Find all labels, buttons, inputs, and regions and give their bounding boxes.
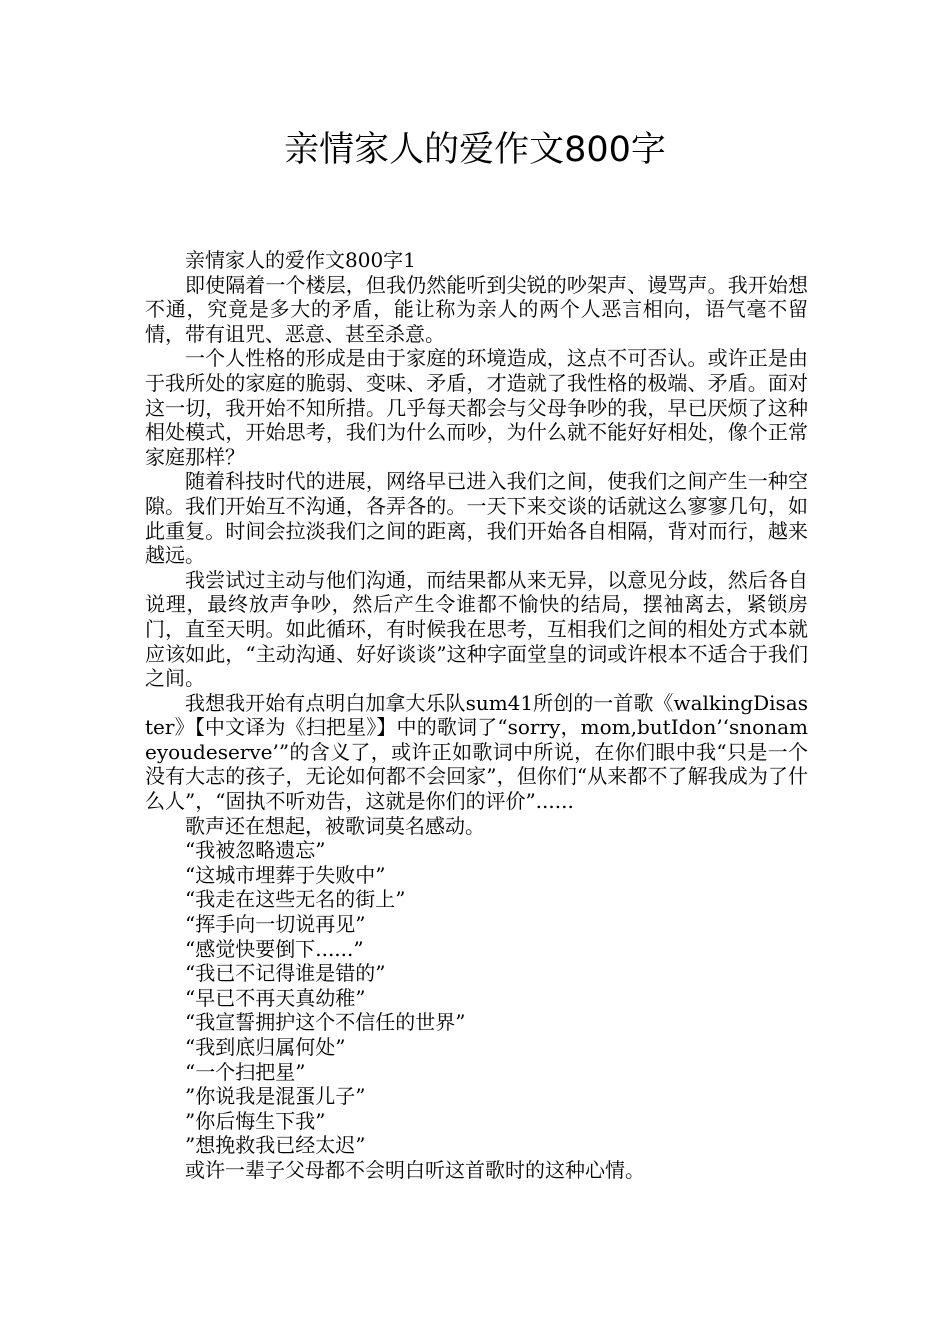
- lyric-line: ”你说我是混蛋儿子”: [185, 1084, 366, 1109]
- paragraph: 我尝试过主动与他们沟通，而结果都从来无异，以意见分歧，然后各自说理，最终放声争吵，然后产生令谁都不愉快的结局，摆袖离去，紧锁房门，直至天明。如此循环，有时候我在思考，互相我们之间的相处方式本就应该如此，“主动沟通、好好谈谈”这种字面堂皇的词或许根本不适合于我们之间。: [145, 567, 808, 691]
- lyric-line: “我宣誓拥护这个不信任的世界”: [185, 1010, 466, 1035]
- page-title: 亲情家人的爱作文800字: [284, 130, 666, 170]
- lyric-line: “挥手向一切说再见”: [185, 912, 366, 937]
- essay-body: [145, 248, 808, 1183]
- lyric-line: “这城市埋葬于失败中”: [185, 862, 386, 887]
- lyric-line: “我已不记得谁是错的”: [185, 961, 386, 986]
- paragraph: 即使隔着一个楼层，但我仍然能听到尖锐的吵架声、谩骂声。我开始想不通，究竟是多大的矛盾，能让称为亲人的两个人恶言相向，语气毫不留情，带有诅咒、恶意、甚至杀意。: [145, 272, 808, 346]
- section-heading: 亲情家人的爱作文800字1: [185, 248, 416, 272]
- paragraph: 一个人性格的形成是由于家庭的环境造成，这点不可否认。或许正是由于我所处的家庭的脆弱、变味、矛盾，才造就了我性格的极端、矛盾。面对这一切，我开始不知所措。几乎每天都会与父母争吵的我，早已厌烦了这种相处模式，开始思考，我们为什么而吵，为什么就不能好好相处，像个正常家庭那样？: [145, 346, 808, 469]
- lyric-line: “我被忽略遗忘”: [185, 838, 326, 863]
- lyric-line: ”想挽救我已经太迟”: [185, 1133, 366, 1158]
- lyric-line: “早已不再天真幼稚”: [185, 985, 366, 1010]
- paragraph: 随着科技时代的进展，网络早已进入我们之间，使我们之间产生一种空隙。我们开始互不沟通，各弄各的。一天下来交谈的话就这么寥寥几句，如此重复。时间会拉淡我们之间的距离，我们开始各自相隔，背对而行，越来越远。: [145, 469, 808, 568]
- paragraph: 歌声还在想起，被歌词莫名感动。: [185, 813, 485, 838]
- lyric-line: “我到底归属何处”: [185, 1035, 346, 1059]
- lyric-line: “我走在这些无名的街上”: [185, 887, 406, 912]
- closing-paragraph: 或许一辈子父母都不会明白听这首歌时的这种心情。: [185, 1157, 645, 1182]
- lyric-line: “感觉快要倒下......”: [185, 936, 364, 961]
- lyric-line: ”你后悔生下我”: [185, 1108, 326, 1133]
- paragraph: 我想我开始有点明白加拿大乐队sum41所创的一首歌《walkingDisaster》【中文译为《扫把星》】中的歌词了“sorry，mom,butIdon’‘snonameyoudeserve’”的含义了，或许正如歌词中所说，在你们眼中我“只是一个没有大志的孩子，无论如何都不会回家”，但你们“从来都不了解我成为了什么人”，“固执不听劝告，这就是你们的评价”......: [145, 690, 808, 814]
- lyric-line: “一个扫把星”: [185, 1059, 306, 1084]
